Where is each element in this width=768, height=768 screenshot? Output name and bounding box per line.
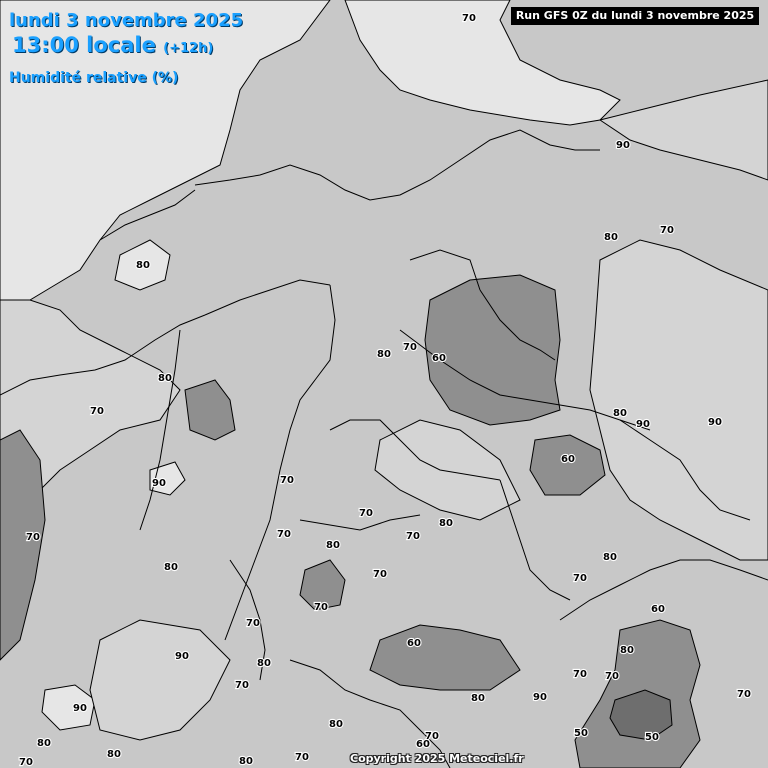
contour-label: 70 — [462, 13, 476, 24]
contour-label: 80 — [620, 645, 634, 656]
contour-label: 70 — [605, 671, 619, 682]
forecast-date: lundi 3 novembre 2025 — [9, 10, 244, 31]
contour-label: 90 — [152, 478, 166, 489]
contour-label: 70 — [406, 531, 420, 542]
contour-label: 70 — [277, 529, 291, 540]
contour-label: 80 — [604, 232, 618, 243]
contour-label: 60 — [561, 454, 575, 465]
contour-label: 50 — [645, 732, 659, 743]
contour-label: 70 — [26, 532, 40, 543]
forecast-offset: (+12h) — [163, 41, 214, 56]
contour-label: 80 — [377, 349, 391, 360]
contour-label: 70 — [373, 569, 387, 580]
contour-label: 70 — [737, 689, 751, 700]
contour-label: 80 — [439, 518, 453, 529]
contour-label: 80 — [603, 552, 617, 563]
contour-label: 80 — [136, 260, 150, 271]
contour-label: 70 — [359, 508, 373, 519]
contour-label: 80 — [471, 693, 485, 704]
contour-label: 70 — [19, 757, 33, 768]
contour-label: 80 — [329, 719, 343, 730]
contour-label: 80 — [164, 562, 178, 573]
contour-label: 80 — [326, 540, 340, 551]
contour-label: 90 — [73, 703, 87, 714]
contour-label: 90 — [533, 692, 547, 703]
contour-label: 90 — [616, 140, 630, 151]
contour-label: 80 — [107, 749, 121, 760]
forecast-time-label: 13:00 locale — [12, 33, 156, 57]
contour-label: 70 — [280, 475, 294, 486]
contour-label: 70 — [573, 669, 587, 680]
contour-label: 60 — [651, 604, 665, 615]
contour-label: 90 — [636, 419, 650, 430]
contour-label: 90 — [175, 651, 189, 662]
copyright: Copyright 2025 Meteociel.fr — [350, 752, 524, 765]
forecast-time — [12, 33, 213, 57]
contour-label: 80 — [158, 373, 172, 384]
contour-label: 60 — [416, 739, 430, 750]
contour-label: 70 — [660, 225, 674, 236]
contour-label: 60 — [407, 638, 421, 649]
contour-label: 70 — [295, 752, 309, 763]
contour-label: 70 — [246, 618, 260, 629]
contour-label: 70 — [314, 602, 328, 613]
parameter-label: Humidité relative (%) — [9, 70, 179, 86]
run-label: Run GFS 0Z du lundi 3 novembre 2025 — [511, 7, 759, 25]
contour-label: 70 — [573, 573, 587, 584]
contour-label: 70 — [235, 680, 249, 691]
contour-label: 80 — [613, 408, 627, 419]
contour-label: 80 — [257, 658, 271, 669]
contour-label: 60 — [432, 353, 446, 364]
contour-label: 80 — [37, 738, 51, 749]
contour-label: 80 — [239, 756, 253, 767]
contour-label: 70 — [403, 342, 417, 353]
contour-label: 70 — [90, 406, 104, 417]
contour-label: 70 — [425, 731, 439, 742]
contour-label: 90 — [708, 417, 722, 428]
contour-label: 50 — [574, 728, 588, 739]
